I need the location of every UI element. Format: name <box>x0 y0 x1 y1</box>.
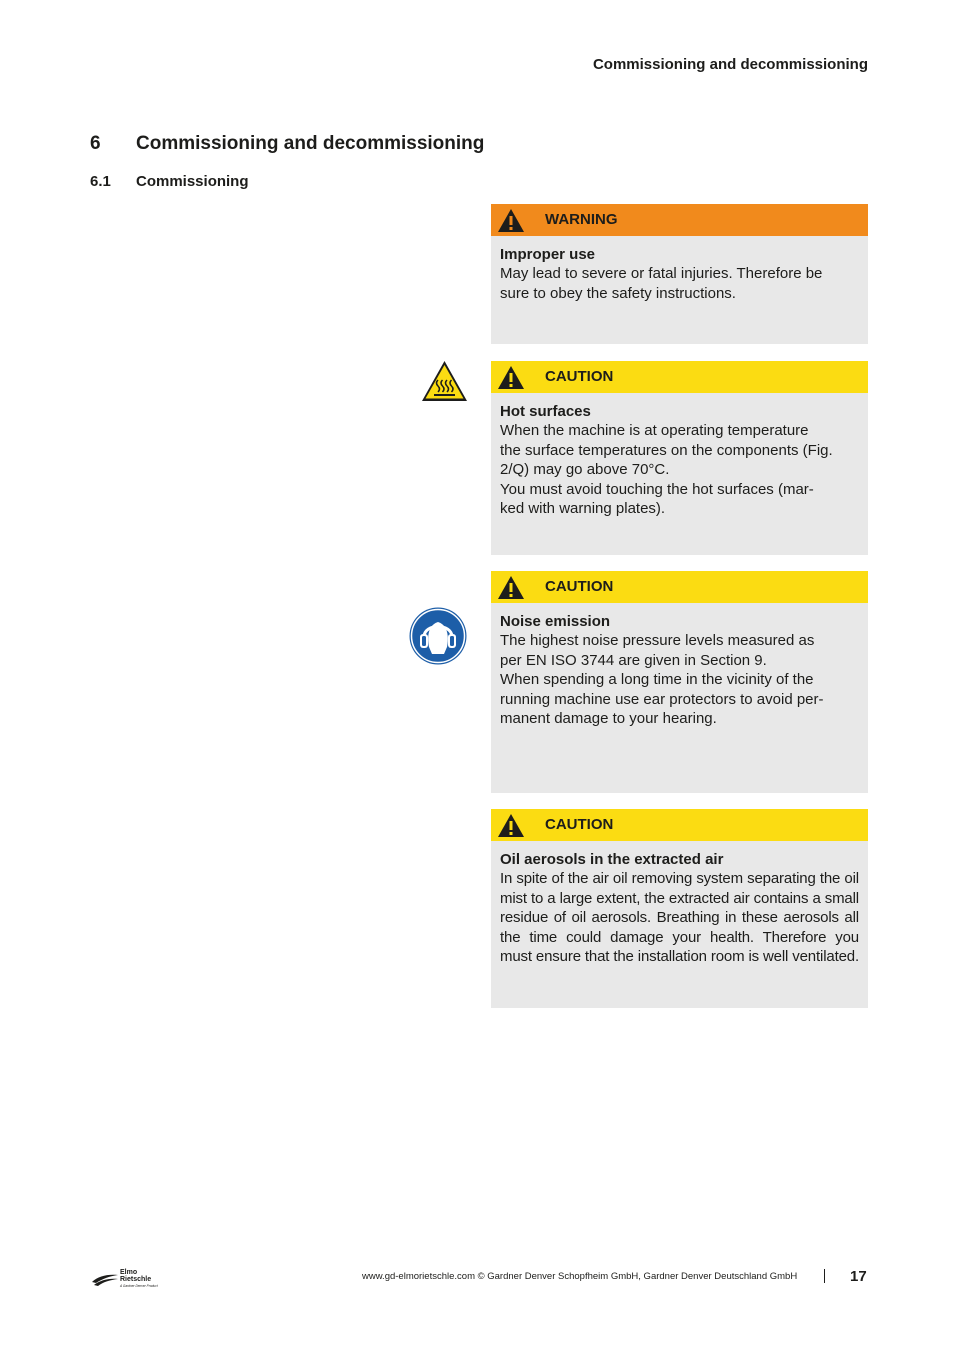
notice-paragraph: In spite of the air oil removing system separating the oil mist to a large extent, the extracted air contains a small residue of oil aerosols. Breathing in these aerosols all the time could damage your health. Therefore you must ensure that the installation room is well ventilated. <box>500 870 859 966</box>
notice-line: When the machine is at operating temperature <box>500 422 809 440</box>
caution-header <box>491 361 868 393</box>
caution-header <box>491 571 868 603</box>
warning-triangle-icon <box>497 208 525 233</box>
footer-copyright: © Gardner Denver Schopfheim GmbH, Gardner Denver Deutschland GmbH <box>474 1271 798 1282</box>
notice-line: manent damage to your hearing. <box>500 710 717 728</box>
section-number: 6 <box>90 133 101 154</box>
section-heading <box>90 133 484 155</box>
notice-line: sure to obey the safety instructions. <box>500 284 736 302</box>
notice-line: When spending a long time in the vicinity of the <box>500 671 814 689</box>
logo-swoosh-icon <box>90 1268 170 1290</box>
notice-title: Noise emission <box>500 613 611 630</box>
section-title: Commissioning and decommissioning <box>136 133 485 154</box>
notice-title: Improper use <box>500 246 596 263</box>
caution-notice-noise-emission <box>491 571 868 793</box>
logo-line2: Rietschle <box>120 1276 152 1283</box>
running-header: Commissioning and decommissioning <box>592 56 868 73</box>
subsection-title: Commissioning <box>136 173 249 190</box>
notice-line: the surface temperatures on the components (Fig. <box>500 441 833 459</box>
caution-triangle-icon <box>497 365 525 390</box>
caution-body <box>491 841 868 1008</box>
warning-notice-improper-use <box>491 204 868 344</box>
notice-line: The highest noise pressure levels measured as <box>500 632 815 650</box>
notice-line: ked with warning plates). <box>500 500 666 518</box>
caution-notice-oil-aerosols <box>491 809 868 1008</box>
warning-header <box>491 204 868 236</box>
caution-label: CAUTION <box>545 816 614 833</box>
notice-title: Hot surfaces <box>500 403 591 420</box>
notice-line: running machine use ear protectors to avoid per- <box>500 690 824 708</box>
warning-body <box>491 236 868 344</box>
ear-protection-mandatory-icon <box>409 607 467 665</box>
footer-divider <box>824 1269 825 1283</box>
caution-header <box>491 809 868 841</box>
warning-label: WARNING <box>545 211 618 228</box>
caution-body <box>491 603 868 793</box>
footer-website-link[interactable]: www.gd-elmorietschle.com <box>362 1271 475 1282</box>
notice-line: You must avoid touching the hot surfaces (mar- <box>500 480 814 498</box>
caution-body <box>491 393 868 555</box>
logo-line1: Elmo <box>120 1269 138 1276</box>
caution-triangle-icon <box>497 813 525 838</box>
caution-label: CAUTION <box>545 368 614 385</box>
company-logo <box>90 1268 170 1295</box>
notice-line: May lead to severe or fatal injuries. Therefore be <box>500 265 823 283</box>
footer-text <box>362 1271 797 1282</box>
subsection-heading <box>90 173 249 190</box>
notice-title: Oil aerosols in the extracted air <box>500 851 724 868</box>
caution-label: CAUTION <box>545 578 614 595</box>
hot-surface-warning-icon <box>421 360 468 402</box>
notice-line: 2/Q) may go above 70°C. <box>500 461 670 479</box>
notice-line: per EN ISO 3744 are given in Section 9. <box>500 651 767 669</box>
logo-tagline: A Gardner Denver Product <box>120 1284 158 1288</box>
page-number: 17 <box>850 1268 867 1285</box>
subsection-number: 6.1 <box>90 173 111 190</box>
caution-notice-hot-surfaces <box>491 361 868 555</box>
caution-triangle-icon <box>497 575 525 600</box>
